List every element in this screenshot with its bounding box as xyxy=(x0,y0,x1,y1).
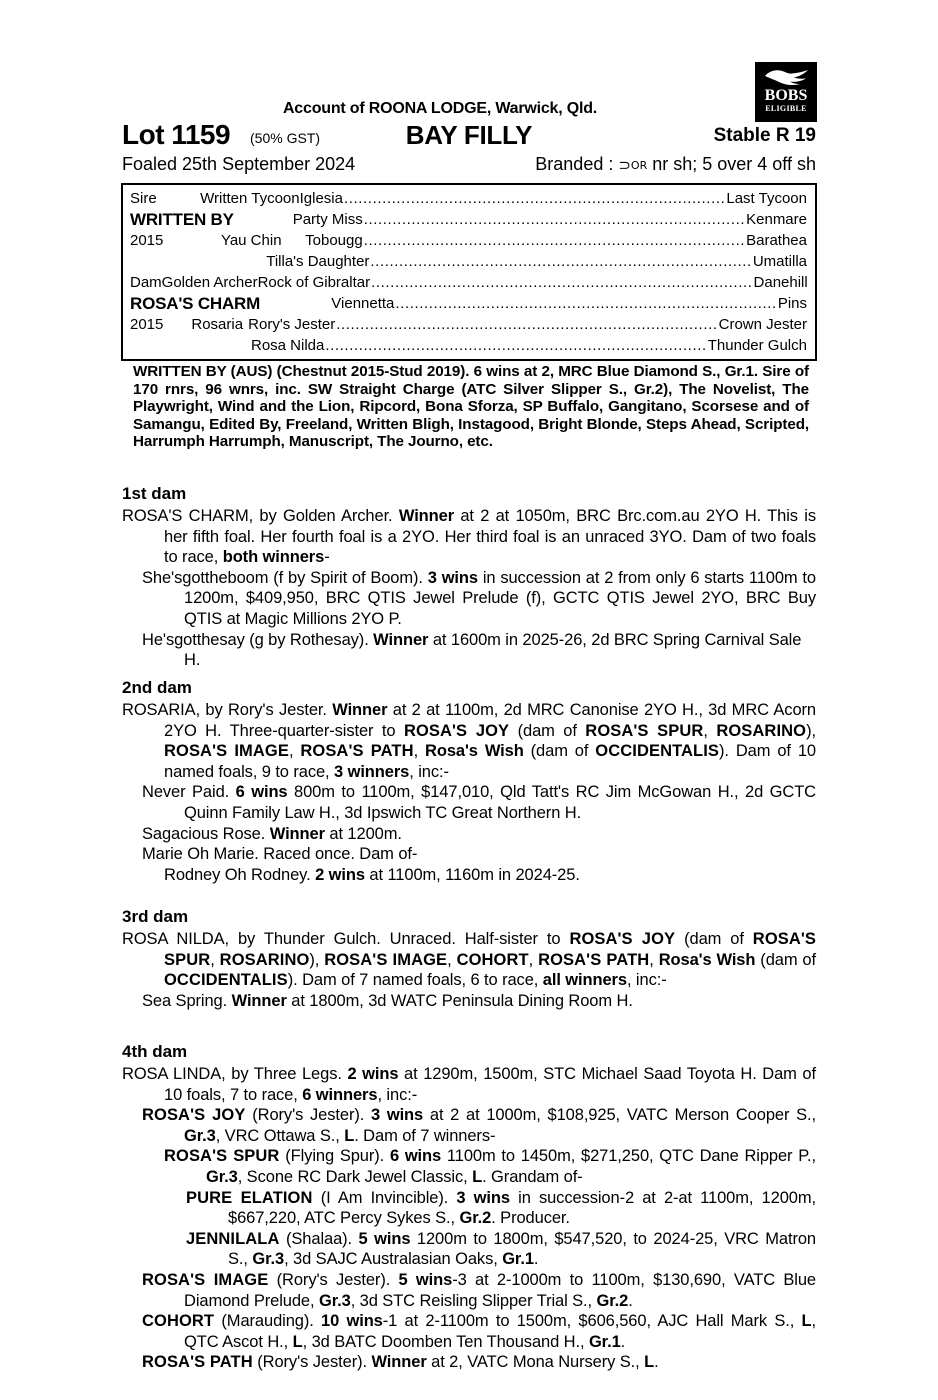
b3: ROSARINO xyxy=(219,950,310,969)
lot-number: Lot 1159 xyxy=(122,119,231,150)
brand-glyph-small: OR xyxy=(630,159,648,172)
progeny-grade-1: Gr.3 xyxy=(184,1126,216,1145)
pedigree-label: 2015 xyxy=(130,316,164,333)
pedigree-greatgrandparents xyxy=(248,314,815,335)
progeny-text-1: in succession-2 at 2-at 1100m, 1200m, $667,220, ATC Percy Sykes S., xyxy=(228,1188,816,1228)
pedigree-greatgrandparents xyxy=(293,209,815,230)
list-item xyxy=(122,865,816,886)
progeny-bold: Winner xyxy=(269,824,325,843)
progeny-text-3: . xyxy=(533,1250,539,1269)
progeny-name: Marie Oh Marie. Raced once. Dam of- xyxy=(142,845,418,864)
pedigree-gg-sire: Thunder Gulch xyxy=(707,337,807,354)
horse-head-icon xyxy=(761,67,811,87)
pedigree-gg-dam: Tobougg xyxy=(305,232,363,249)
pedigree-label xyxy=(123,335,193,356)
progeny-sire: (Rory's Jester). xyxy=(245,1106,371,1125)
pedigree-table xyxy=(121,183,817,361)
list-item xyxy=(122,568,816,630)
progeny-text-4: . xyxy=(620,1332,626,1351)
list-item xyxy=(122,824,816,845)
progeny-name: JENNILALA xyxy=(186,1229,280,1248)
pedigree-row xyxy=(123,230,815,251)
sex-colour-title: BAY FILLY xyxy=(405,120,533,150)
list-item xyxy=(122,844,816,865)
progeny-text-1: at 2 at 1000m, $108,925, VATC Merson Cooper S., xyxy=(423,1106,817,1125)
progeny-grade-3: Gr.1 xyxy=(588,1332,621,1351)
leader-dots: ................................................................................ xyxy=(343,190,726,207)
progeny-text-1: 1100m to 1450m, $271,250, QTC Dane Ripper P., xyxy=(441,1147,816,1166)
pedigree-parent-name: WRITTEN BY xyxy=(130,210,234,229)
progeny-text-2: , QTC Ascot H., xyxy=(184,1312,816,1351)
branding-details xyxy=(535,152,816,178)
sire-summary-paragraph: WRITTEN BY (AUS) (Chestnut 2015-Stud 2019). 6 wins at 2, MRC Blue Diamond S., Gr.1. Sire of 170 rnrs, 96 wnrs, inc. SW Straight Charge (ATC Silver Slipper S., Gr.2), The Novelist, The Playwright, Wind and the Lion, Ripcord, Bona Sforza, SP Buffalo, Gangitano, Scorsese and of Samangu, Edited By, Freeland, Written Bligh, Instagood, Bright Blonde, Steps Ahead, Scripted, Harrumph Harrumph, Manuscript, The Journo, etc. xyxy=(133,363,809,450)
progeny-name: She'sgottheboom (f by Spirit of Boom). xyxy=(142,568,428,587)
foaled-branded-row xyxy=(122,152,816,176)
b2: ROSA'S SPUR xyxy=(164,930,816,969)
pedigree-row xyxy=(123,314,815,335)
t4: , xyxy=(447,950,457,969)
pedigree-gg-sire: Last Tycoon xyxy=(726,190,807,207)
leader-dots: ................................................................................ xyxy=(325,337,707,354)
pedigree-gg-dam: Iglesia xyxy=(299,190,343,207)
pedigree-gg-sire: Kenmare xyxy=(746,211,807,228)
first-dam-text-1: at 2 at 1050m, BRC Brc.com.au 2YO H. This is her fifth foal. Her fourth foal is a 2YO. Her third foal is an unraced 3YO. Dam of two foals to race, xyxy=(164,507,816,567)
b3: ROSA'S SPUR xyxy=(585,721,704,740)
b6: ROSA'S PATH xyxy=(538,950,650,969)
progeny-grade-1: Gr.3 xyxy=(318,1291,351,1310)
first-dam-heading: 1st dam xyxy=(122,484,187,503)
brand-symbol xyxy=(618,156,647,174)
progeny-text-2: . xyxy=(654,1353,659,1372)
pedigree-gg-dam: Rock of Gibraltar xyxy=(257,274,371,291)
list-item xyxy=(122,1105,816,1146)
progeny-sire: (Rory's Jester). xyxy=(268,1270,399,1289)
progeny-bold-1: 3 wins xyxy=(371,1106,424,1125)
pedigree-gg-dam: Viennetta xyxy=(331,295,395,312)
third-dam-name: ROSA NILDA, by Thunder Gulch. Unraced. Half-sister to xyxy=(122,930,570,948)
progeny-text: at 1600m in 2025-26, 2d BRC Spring Carnival Sale H. xyxy=(184,630,802,670)
progeny-bold-1: 6 wins xyxy=(389,1147,442,1166)
list-item xyxy=(122,991,816,1012)
gst-note: (50% GST) xyxy=(250,130,321,146)
leader-dots: ................................................................................ xyxy=(370,253,752,270)
b8: OCCIDENTALIS xyxy=(595,742,720,761)
progeny-name: ROSA'S IMAGE xyxy=(142,1270,269,1289)
b1: Winner xyxy=(332,701,388,719)
t3: , xyxy=(703,721,717,740)
fourth-dam-name: ROSA LINDA, by Three Legs. xyxy=(122,1065,348,1083)
progeny-text-3: . xyxy=(628,1291,633,1310)
fourth-dam-heading: 4th dam xyxy=(122,1042,188,1061)
third-dam-section xyxy=(122,906,816,1011)
progeny-text-2: , 3d SAJC Australasian Oaks, xyxy=(284,1250,503,1269)
leader-dots: ................................................................................ xyxy=(336,316,718,333)
progeny-sire: (Marauding). xyxy=(214,1312,322,1331)
pedigree-gg-sire: Barathea xyxy=(746,232,807,249)
t5: , xyxy=(528,950,539,969)
progeny-name: Rodney Oh Rodney. xyxy=(164,865,316,884)
progeny-name: Sea Spring. xyxy=(142,991,232,1010)
second-dam-heading: 2nd dam xyxy=(122,678,192,697)
pedigree-grandparent: Written Tycoon xyxy=(200,190,300,207)
t7: (dam of xyxy=(523,742,596,761)
pedigree-grandparent: Golden Archer xyxy=(161,274,258,291)
progeny-text-1: -1 at 2-1100m to 1500m, $606,560, AJC Hall Mark S., xyxy=(382,1312,802,1331)
list-item xyxy=(122,1229,816,1270)
pedigree-gg-dam: Rosa Nilda xyxy=(250,337,325,354)
b1: ROSA'S JOY xyxy=(569,930,676,948)
second-dam-main xyxy=(122,700,816,782)
pedigree-label: 2015 xyxy=(130,232,164,249)
progeny-bold-1: 5 wins xyxy=(358,1229,411,1248)
progeny-text-1: at 2, VATC Mona Nursery S., xyxy=(426,1353,645,1372)
progeny-sire: (I Am Invincible). xyxy=(312,1188,457,1207)
pedigree-grandparent xyxy=(234,209,293,230)
pedigree-row xyxy=(123,209,815,230)
t2: , xyxy=(210,950,220,969)
fourth-dam-section xyxy=(122,1041,816,1373)
brand-glyph: ⊃ xyxy=(618,156,631,174)
b8: OCCIDENTALIS xyxy=(164,971,288,990)
branded-detail: nr sh; 5 over 4 off sh xyxy=(647,154,816,174)
pedigree-parent-name: ROSA'S CHARM xyxy=(130,294,261,313)
progeny-name: ROSA'S PATH xyxy=(142,1353,253,1372)
pedigree-row xyxy=(123,293,815,314)
t2: (dam of xyxy=(509,721,586,740)
progeny-bold-1: Winner xyxy=(371,1353,427,1372)
pedigree-gg-dam: Party Miss xyxy=(292,211,363,228)
progeny-bold: 6 wins xyxy=(235,783,288,802)
bobs-logo-subtitle: ELIGIBLE xyxy=(765,104,807,113)
pedigree-gg-dam: Tilla's Daughter xyxy=(266,253,370,270)
t9: , inc:- xyxy=(626,971,667,990)
progeny-grade-2: Gr.2 xyxy=(596,1291,629,1310)
leader-dots: ................................................................................ xyxy=(363,211,746,228)
progeny-name: ROSA'S SPUR xyxy=(164,1147,280,1166)
progeny-bold: 3 wins xyxy=(427,568,478,587)
b4: ROSA'S IMAGE xyxy=(324,950,448,969)
b2: ROSA'S JOY xyxy=(403,721,510,740)
b2: 6 winners xyxy=(302,1085,378,1104)
progeny-grade-2: Gr.1 xyxy=(502,1250,534,1269)
pedigree-row xyxy=(123,272,815,293)
progeny-text: in succession at 2 from only 6 starts 1100m to 1200m, $409,950, BRC QTIS Jewel Prelude (f), GCTC QTIS Jewel 2YO, BRC Buy QTIS at Magic Millions 2YO P. xyxy=(184,568,816,628)
t7: (dam of xyxy=(755,950,816,969)
pedigree-grandparent xyxy=(260,293,331,314)
progeny-text-2: , 3d STC Reisling Slipper Trial S., xyxy=(350,1291,597,1310)
first-dam-bold-1: Winner xyxy=(398,507,455,525)
pedigree-grandparent xyxy=(193,335,251,356)
progeny-bold-1: 3 wins xyxy=(456,1188,510,1207)
t8: ). Dam of 10 named foals, 9 to race, xyxy=(164,742,816,781)
list-item xyxy=(122,1311,816,1352)
bobs-logo-word: BOBS xyxy=(764,87,808,104)
progeny-text-3: . Dam of 7 winners- xyxy=(354,1126,496,1145)
pedigree-label: Dam xyxy=(130,274,162,291)
pedigree-row xyxy=(123,251,815,272)
leader-dots: ................................................................................ xyxy=(371,274,753,291)
progeny-name: PURE ELATION xyxy=(186,1188,313,1207)
t3: ), xyxy=(309,950,325,969)
pedigree-grandparent: Rosaria xyxy=(191,316,244,333)
pedigree-gg-sire: Umatilla xyxy=(752,253,807,270)
list-item xyxy=(122,1188,816,1229)
b5: ROSA'S IMAGE xyxy=(164,742,289,761)
progeny-bold: 2 wins xyxy=(315,865,365,884)
progeny-name: ROSA'S JOY xyxy=(142,1106,246,1125)
progeny-grade-1: Gr.2 xyxy=(459,1209,492,1228)
progeny-name: COHORT xyxy=(142,1312,215,1331)
pedigree-gg-sire: Danehill xyxy=(753,274,808,291)
list-item xyxy=(122,1146,816,1187)
stable-number: Stable R 19 xyxy=(713,125,816,146)
progeny-grade-1: Gr.3 xyxy=(252,1250,285,1269)
pedigree-gg-dam: Rory's Jester xyxy=(248,316,336,333)
lot-header-row xyxy=(122,120,816,150)
progeny-bold: Winner xyxy=(231,991,287,1010)
progeny-sire: (Flying Spur). xyxy=(279,1147,390,1166)
t1: at 2 at 1100m, 2d MRC Canonise 2YO H., 3d MRC Acorn 2YO H. Three-quarter-sister to xyxy=(164,701,816,740)
b7: Rosa's Wish xyxy=(658,950,756,969)
t4: ), xyxy=(806,721,816,740)
pedigree-greatgrandparents xyxy=(305,230,815,251)
progeny-text-3: . Grandam of- xyxy=(482,1167,583,1186)
pedigree-gg-sire: Pins xyxy=(777,295,807,312)
first-dam-section xyxy=(122,483,816,671)
pedigree-grandparent: Yau Chin xyxy=(220,232,282,249)
progeny-text-1: -3 at 2-1000m to 1100m, $130,690, VATC Blue Diamond Prelude, xyxy=(184,1270,816,1310)
t6: , xyxy=(649,950,659,969)
t8: ). Dam of 7 named foals, 6 to race, xyxy=(287,971,543,990)
t1: at 1290m, 1500m, STC Michael Saad Toyota H. Dam of 10 foals, 7 to race, xyxy=(164,1065,816,1104)
fourth-dam-progeny-list xyxy=(122,1105,816,1373)
progeny-text-1: 1200m to 1800m, $547,520, to 2024-25, VRC Matron S., xyxy=(228,1229,816,1269)
progeny-bold-1: 10 wins xyxy=(321,1312,383,1331)
branded-label: Branded : xyxy=(535,154,619,174)
progeny-grade-2: L xyxy=(344,1126,355,1145)
fourth-dam-main xyxy=(122,1064,816,1105)
b5: COHORT xyxy=(456,950,529,969)
first-dam-name: ROSA'S CHARM, by Golden Archer. xyxy=(122,507,399,525)
pedigree-greatgrandparents xyxy=(258,272,816,293)
pedigree-row xyxy=(123,335,815,356)
first-dam-text-2: - xyxy=(324,548,330,567)
second-dam-section xyxy=(122,677,816,885)
t2: , inc:- xyxy=(377,1085,418,1104)
progeny-text-2: , VRC Ottawa S., xyxy=(215,1126,345,1145)
progeny-text: at 1200m. xyxy=(324,824,402,843)
progeny-sire: (Shalaa). xyxy=(279,1229,359,1248)
third-dam-main xyxy=(122,929,816,991)
pedigree-grandparent xyxy=(201,251,266,272)
b4: ROSARINO xyxy=(716,721,807,740)
list-item xyxy=(122,782,816,823)
progeny-grade-1: L xyxy=(644,1353,655,1372)
list-item xyxy=(122,1270,816,1311)
progeny-sire: (Rory's Jester). xyxy=(252,1353,372,1372)
b7: Rosa's Wish xyxy=(425,742,524,761)
pedigree-greatgrandparents xyxy=(251,335,815,356)
b9: 3 winners xyxy=(334,762,410,781)
third-dam-heading: 3rd dam xyxy=(122,907,189,926)
pedigree-label: Sire xyxy=(130,190,157,207)
first-dam-main xyxy=(122,506,816,568)
first-dam-bold-2: both winners xyxy=(222,548,325,567)
t6: , xyxy=(413,742,426,761)
progeny-grade-2: L xyxy=(472,1167,483,1186)
progeny-text: 800m to 1100m, $147,010, Qld Tatt's RC Jim McGowan H., 2d GCTC Quinn Family Law H., 3d Ipswich TC Great Northern H. xyxy=(184,783,816,822)
leader-dots: ................................................................................ xyxy=(395,295,777,312)
progeny-bold: Winner xyxy=(373,630,429,649)
progeny-text: at 1100m, 1160m in 2024-25. xyxy=(364,865,580,884)
progeny-name: Sagacious Rose. xyxy=(142,824,270,843)
progeny-text-3: , 3d BATC Doomben Ten Thousand H., xyxy=(302,1332,589,1351)
list-item xyxy=(122,1352,816,1373)
progeny-grade-1: Gr.3 xyxy=(206,1167,238,1186)
pedigree-greatgrandparents xyxy=(266,251,815,272)
b1: 2 wins xyxy=(347,1065,399,1083)
t1: (dam of xyxy=(675,930,753,948)
progeny-grade-2: L xyxy=(292,1332,303,1351)
pedigree-label xyxy=(123,251,201,272)
progeny-text-2: . Producer. xyxy=(491,1209,570,1228)
pedigree-row xyxy=(123,188,815,209)
progeny-text: at 1800m, 3d WATC Peninsula Dining Room H. xyxy=(286,991,633,1010)
t5: , xyxy=(288,742,301,761)
b6: ROSA'S PATH xyxy=(300,742,414,761)
progeny-name: He'sgotthesay (g by Rothesay). xyxy=(142,630,374,649)
pedigree-gg-sire: Crown Jester xyxy=(718,316,807,333)
progeny-grade-1: L xyxy=(801,1312,812,1331)
progeny-name: Never Paid. xyxy=(142,783,236,802)
second-dam-name: ROSARIA, by Rory's Jester. xyxy=(122,701,333,719)
progeny-text-2: , Scone RC Dark Jewel Classic, xyxy=(237,1167,473,1186)
pedigree-greatgrandparents xyxy=(331,293,815,314)
foaled-date: Foaled 25th September 2024 xyxy=(122,154,356,174)
b9: all winners xyxy=(542,971,627,990)
progeny-bold-1: 5 wins xyxy=(398,1270,453,1289)
leader-dots: ................................................................................ xyxy=(363,232,746,249)
list-item xyxy=(122,630,816,671)
pedigree-greatgrandparents xyxy=(300,188,815,209)
account-line: Account of ROONA LODGE, Warwick, Qld. xyxy=(282,100,598,117)
t9: , inc:- xyxy=(409,762,449,781)
